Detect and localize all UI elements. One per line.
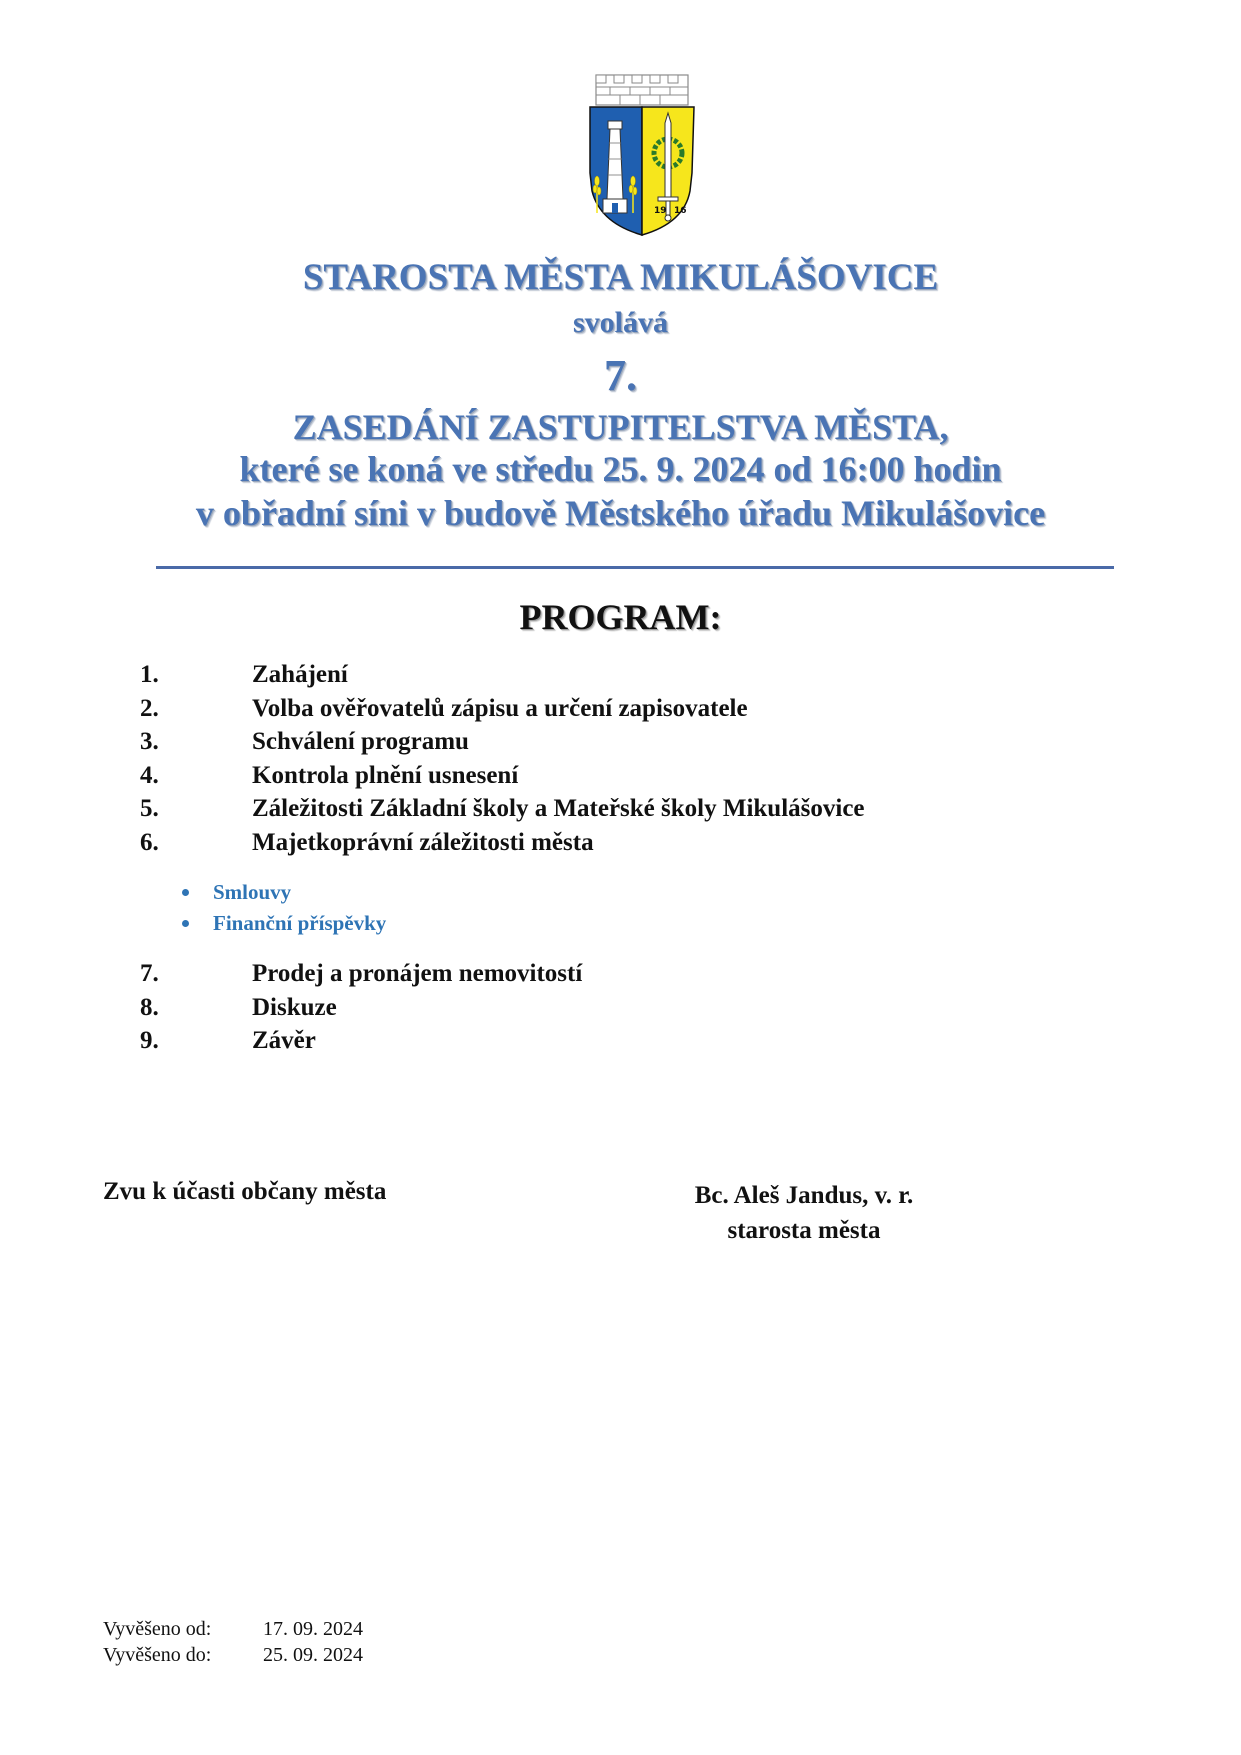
coat-year-right: 16	[674, 206, 687, 216]
document-title: STAROSTA MĚSTA MIKULÁŠOVICE	[302, 257, 939, 298]
agenda-list	[140, 658, 865, 860]
agenda-item-number: 3.	[140, 728, 159, 756]
posted-to-row	[103, 1642, 363, 1668]
agenda-item	[140, 792, 865, 826]
posted-from-label: Vyvěšeno od:	[103, 1618, 212, 1640]
session-venue: v obřadní síni v budově Městského úřadu Mikulášovice	[195, 493, 1046, 533]
posted-from-value: 17. 09. 2024	[263, 1618, 363, 1640]
signatory-name: Bc. Aleš Jandus, v. r.	[694, 1182, 914, 1209]
agenda-item	[140, 759, 865, 793]
session-date-time: které se koná ve středu 25. 9. 2024 od 16:00 hodin	[239, 449, 1002, 489]
agenda-item	[140, 957, 582, 991]
posted-to-label: Vyvěšeno do:	[103, 1644, 212, 1666]
agenda-sub-item	[182, 877, 386, 908]
agenda-sub-list	[182, 877, 386, 939]
signature-block	[646, 1178, 962, 1248]
posted-to-value: 25. 09. 2024	[263, 1644, 363, 1666]
header-divider	[156, 566, 1114, 569]
agenda-item-number: 4.	[140, 761, 159, 789]
session-name: ZASEDÁNÍ ZASTUPITELSTVA MĚSTA,	[292, 407, 949, 447]
signatory-role: starosta města	[727, 1217, 881, 1244]
agenda-item	[140, 1024, 582, 1058]
agenda-sub-item	[182, 908, 386, 939]
convenes-line: svolává	[572, 306, 668, 339]
agenda-list-continued	[140, 957, 582, 1058]
bullet-icon	[182, 920, 189, 927]
agenda-sub-item-text: Smlouvy	[213, 880, 292, 904]
posting-dates	[103, 1616, 363, 1668]
agenda-item	[140, 725, 865, 759]
agenda-item-text: Závěr	[252, 1027, 316, 1055]
agenda-item	[140, 991, 582, 1025]
session-number: 7.	[604, 351, 637, 400]
agenda-item-text: Záležitosti Základní školy a Mateřské školy Mikulášovice	[252, 795, 865, 823]
agenda-item	[140, 826, 865, 860]
agenda-item-number: 2.	[140, 694, 159, 722]
invitation-text: Zvu k účasti občany města	[103, 1178, 387, 1205]
agenda-item-number: 1.	[140, 661, 159, 688]
agenda-item-text: Volba ověřovatelů zápisu a určení zapisovatele	[252, 694, 748, 722]
agenda-item-text: Majetkoprávní záležitosti města	[252, 828, 594, 856]
agenda-sub-item-text: Finanční příspěvky	[213, 911, 387, 935]
bullet-icon	[182, 889, 189, 896]
agenda-item-text: Zahájení	[252, 661, 348, 688]
coat-of-arms-icon	[588, 73, 696, 237]
agenda-item-number: 8.	[140, 993, 159, 1021]
coat-year-left: 19	[654, 206, 667, 216]
agenda-item	[140, 692, 865, 726]
agenda-item-number: 7.	[140, 960, 159, 987]
program-heading: PROGRAM:	[519, 597, 722, 637]
posted-from-row	[103, 1616, 363, 1642]
agenda-item-text: Schválení programu	[252, 728, 469, 756]
agenda-item	[140, 658, 865, 692]
agenda-item-number: 6.	[140, 828, 159, 856]
agenda-item-text: Prodej a pronájem nemovitostí	[252, 960, 583, 987]
agenda-item-text: Diskuze	[252, 993, 337, 1021]
agenda-item-number: 5.	[140, 795, 159, 823]
agenda-item-number: 9.	[140, 1027, 159, 1055]
mural-crown	[596, 75, 688, 105]
agenda-item-text: Kontrola plnění usnesení	[252, 761, 519, 789]
